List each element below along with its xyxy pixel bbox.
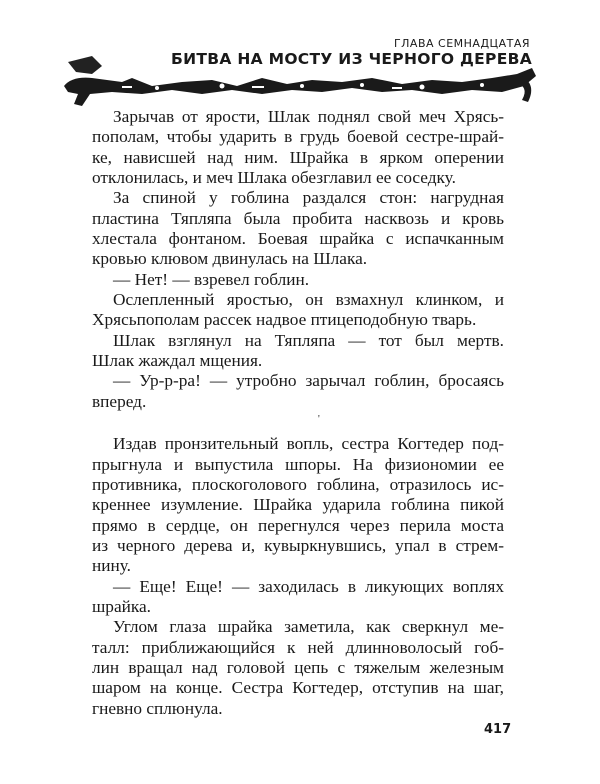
text-line: лин вращал над головой цепь с тяжелым железным xyxy=(92,657,504,677)
text-line: шрайка. xyxy=(92,596,151,616)
text-line: отклонилась, и меч Шлака обезглавил ее соседку. xyxy=(92,168,456,188)
paragraph xyxy=(92,331,504,372)
text-line: пополам, чтобы ударить в грудь боевой сестре-шрай- xyxy=(92,127,504,147)
text-line: пластина Тяпляпа была пробита насквозь и кровь xyxy=(92,208,504,228)
text-line: прямо в сердце, он перегнулся через перила моста xyxy=(92,515,504,535)
chapter-title: БИТВА НА МОСТУ ИЗ ЧЕРНОГО ДЕРЕВА xyxy=(170,50,532,68)
text-line: нину. xyxy=(92,556,131,576)
decorative-ornament-border xyxy=(62,52,540,108)
text-line: Зарычав от ярости, Шлак поднял свой меч Хрясь- xyxy=(113,107,504,126)
paragraph xyxy=(92,270,504,290)
text-line: Ослепленный яростью, он взмахнул клинком, и xyxy=(113,290,504,310)
text-line: — Еще! Еще! — заходилась в ликующих воплях xyxy=(113,576,504,596)
text-line: хлестала фонтаном. Боевая шрайка с испачканным xyxy=(92,229,504,249)
paragraph xyxy=(92,290,504,331)
paragraph xyxy=(92,371,504,412)
text-line: шаром на конце. Сестра Когтедер, отступив на шаг, xyxy=(92,678,504,698)
paragraph xyxy=(92,617,504,719)
page-number: 417 xyxy=(484,722,512,737)
text-line: За спиной у гоблина раздался стон: нагрудная xyxy=(113,188,504,208)
separator-mark: ' xyxy=(318,414,320,426)
text-line: — Нет! — взревел гоблин. xyxy=(113,269,310,289)
text-line: талл: приближающийся к ней длинноволосый гоб- xyxy=(92,637,504,657)
text-line: — Ур-р-ра! — утробно зарычал гоблин, бросаясь xyxy=(113,371,504,391)
text-line: из черного дерева и, кувыркнувшись, упал в стрем- xyxy=(92,535,504,555)
page-body-text xyxy=(92,107,504,719)
paragraph xyxy=(92,107,504,188)
text-line: Издав пронзительный вопль, сестра Когтедер под- xyxy=(113,434,504,454)
text-line: противника, плоскоголового гоблина, отразилось ис- xyxy=(92,474,504,494)
text-line: Шлак взглянул на Тяпляпа — тот был мертв. xyxy=(113,330,504,350)
paragraph xyxy=(92,188,504,269)
text-line: креннее изумление. Шрайка ударила гоблина пикой xyxy=(92,495,504,515)
text-line: кровью клювом двинулась на Шлака. xyxy=(92,249,368,269)
chapter-label: ГЛАВА СЕМНАДЦАТАЯ xyxy=(393,37,530,50)
paragraph xyxy=(92,434,504,576)
text-line: прыгнула и выпустила шпоры. На физиономии ее xyxy=(92,454,504,474)
section-separator xyxy=(92,412,504,434)
text-line: Шлак жаждал мщения. xyxy=(92,351,263,371)
text-line: ке, нависшей над ним. Шрайка в ярком оперении xyxy=(92,147,504,167)
text-line: вперед. xyxy=(92,391,147,411)
text-line: гневно сплюнула. xyxy=(92,698,223,718)
text-line: Углом глаза шрайка заметила, как сверкнул ме- xyxy=(113,617,504,637)
text-line: Хрясьпополам рассек надвое птицеподобную тварь. xyxy=(92,310,477,330)
paragraph xyxy=(92,577,504,618)
